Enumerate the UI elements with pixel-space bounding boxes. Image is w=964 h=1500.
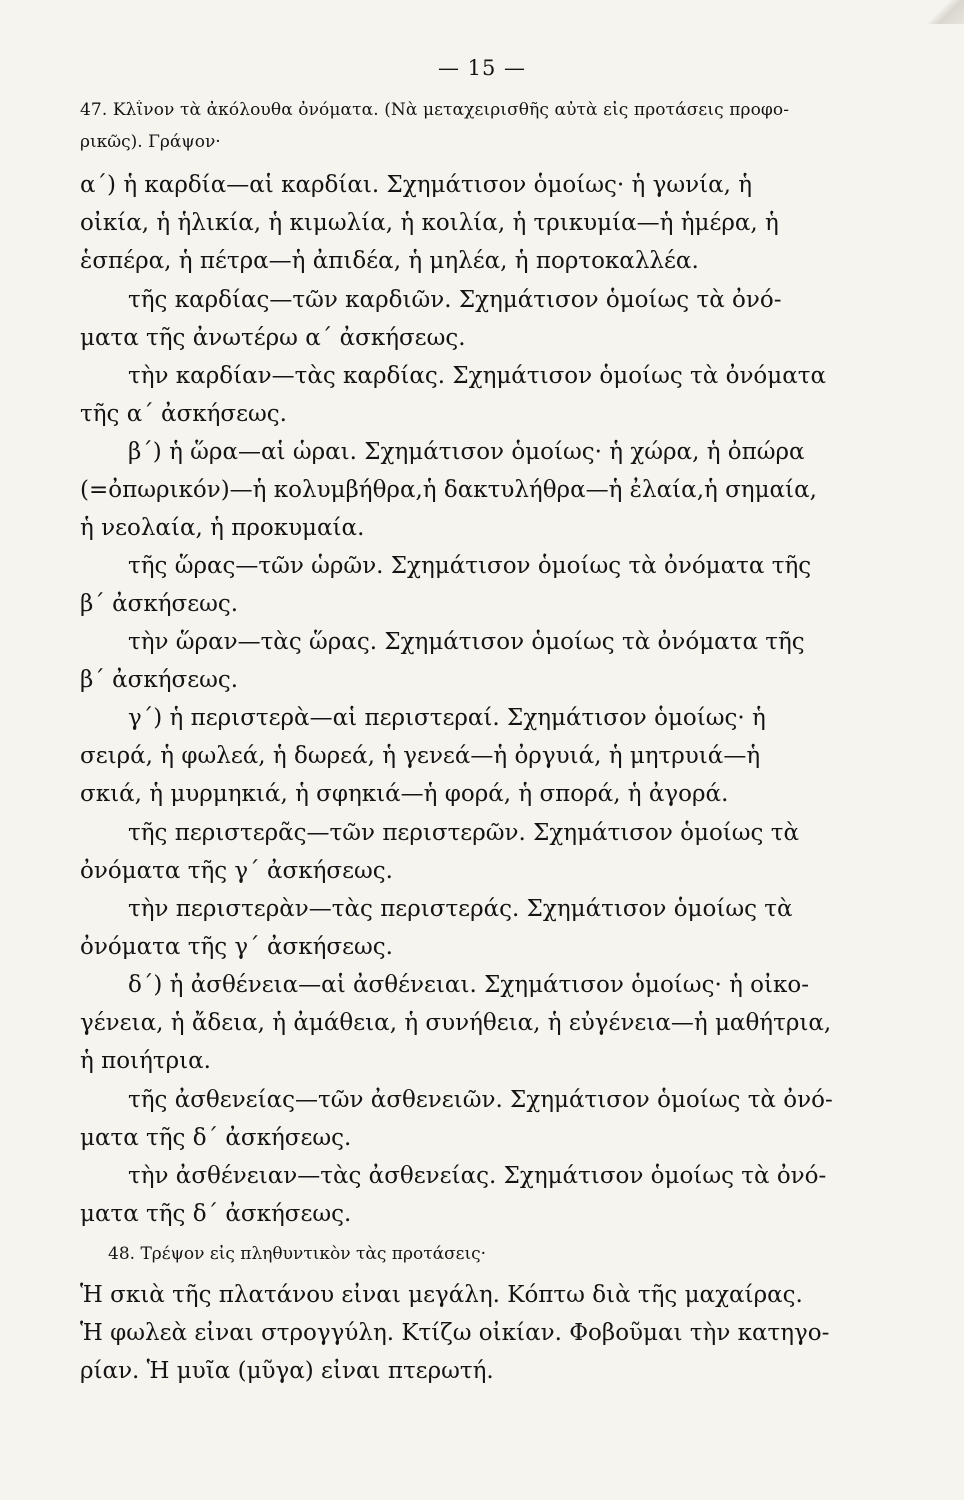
text-line: γένεια, ἡ ἄδεια, ἡ ἀμάθεια, ἡ συνήθεια, ἡ εὐγένεια—ἡ μαθήτρια, xyxy=(80,1010,832,1036)
page-number: — 15 — xyxy=(437,56,527,80)
text-line: σκιά, ἡ μυρμηκιά, ἡ σφηκιά—ἡ φορά, ἡ σπορά, ἡ ἀγορά. xyxy=(80,781,729,807)
text-line: ματα τῆς ἀνωτέρω α΄ ἀσκήσεως. xyxy=(80,325,466,351)
page-corner-shadow xyxy=(924,0,964,24)
text-line: ἡ νεολαία, ἡ προκυμαία. xyxy=(80,515,365,541)
text-line: ρίαν. Ἡ μυῖα (μῦγα) εἶναι πτερωτή. xyxy=(80,1358,494,1384)
text-line: τῆς ὥρας—τῶν ὡρῶν. Σχημάτισον ὁμοίως τὰ ὀνόματα τῆς xyxy=(128,553,812,579)
text-line: ἑσπέρα, ἡ πέτρα—ἡ ἀπιδέα, ἡ μηλέα, ἡ πορτοκαλλέα. xyxy=(80,248,699,274)
exercise-47-heading: 47. Κλΐνον τὰ ἀκόλουθα ὀνόματα. (Νὰ μεταχειρισθῆς αὐτὰ εἰς προτάσεις προφο- xyxy=(80,100,790,120)
text-line: Ἡ φωλεὰ εἶναι στρογγύλη. Κτίζω οἰκίαν. Φοβοῦμαι τὴν κατηγο- xyxy=(80,1320,830,1346)
text-line: τῆς περιστερᾶς—τῶν περιστερῶν. Σχημάτισον ὁμοίως τὰ xyxy=(128,820,800,846)
text-line: τὴν ὥραν—τὰς ὥρας. Σχημάτισον ὁμοίως τὰ ὀνόματα τῆς xyxy=(128,629,805,655)
text-line: τὴν ἀσθένειαν—τὰς ἀσθενείας. Σχημάτισον ὁμοίως τὰ ὀνό- xyxy=(128,1163,827,1189)
text-line: Ἡ σκιὰ τῆς πλατάνου εἶναι μεγάλη. Κόπτω διὰ τῆς μαχαίρας. xyxy=(80,1282,803,1308)
text-line: ματα τῆς δ΄ ἀσκήσεως. xyxy=(80,1125,352,1151)
text-line: τῆς ἀσθενείας—τῶν ἀσθενειῶν. Σχημάτισον ὁμοίως τὰ ὀνό- xyxy=(128,1087,833,1113)
text-line: ματα τῆς δ΄ ἀσκήσεως. xyxy=(80,1201,352,1227)
text-line: β΄ ἀσκήσεως. xyxy=(80,667,239,693)
exercise-48-heading: 48. Τρέψον εἰς πληθυντικὸν τὰς προτάσεις· xyxy=(108,1244,487,1264)
exercise-47-heading-cont: ρικῶς). Γράψον· xyxy=(80,132,221,152)
text-line: ὀνόματα τῆς γ΄ ἀσκήσεως. xyxy=(80,858,393,884)
text-line: ὀνόματα τῆς γ΄ ἀσκήσεως. xyxy=(80,934,393,960)
text-line: α΄) ἡ καρδία—αἱ καρδίαι. Σχημάτισον ὁμοίως· ἡ γωνία, ἡ xyxy=(80,172,753,198)
text-line: γ΄) ἡ περιστερὰ—αἱ περιστεραί. Σχημάτισον ὁμοίως· ἡ xyxy=(128,705,766,731)
text-line: β΄) ἡ ὥρα—αἱ ὧραι. Σχημάτισον ὁμοίως· ἡ χώρα, ἡ ὀπώρα xyxy=(128,439,805,465)
text-line: τὴν περιστερὰν—τὰς περιστεράς. Σχημάτισον ὁμοίως τὰ xyxy=(128,896,793,922)
text-line: ἡ ποιήτρια. xyxy=(80,1048,211,1074)
text-line: δ΄) ἡ ἀσθένεια—αἱ ἀσθένειαι. Σχημάτισον ὁμοίως· ἡ οἰκο- xyxy=(128,972,810,998)
text-line: σειρά, ἡ φωλεά, ἡ δωρεά, ἡ γενεά—ἡ ὀργυιά, ἡ μητρυιά—ἡ xyxy=(80,743,761,769)
text-line: οἰκία, ἡ ἡλικία, ἡ κιμωλία, ἡ κοιλία, ἡ τρικυμία—ἡ ἡμέρα, ἡ xyxy=(80,210,779,236)
text-line: τῆς καρδίας—τῶν καρδιῶν. Σχημάτισον ὁμοίως τὰ ὀνό- xyxy=(128,287,782,313)
text-line: τῆς α΄ ἀσκήσεως. xyxy=(80,401,287,427)
text-line: β΄ ἀσκήσεως. xyxy=(80,591,239,617)
text-line: τὴν καρδίαν—τὰς καρδίας. Σχημάτισον ὁμοίως τὰ ὀνόματα xyxy=(128,363,827,389)
text-line: (=ὀπωρικόν)—ἡ κολυμβήθρα,ἡ δακτυλήθρα—ἡ ἐλαία,ἡ σημαία, xyxy=(80,477,817,503)
